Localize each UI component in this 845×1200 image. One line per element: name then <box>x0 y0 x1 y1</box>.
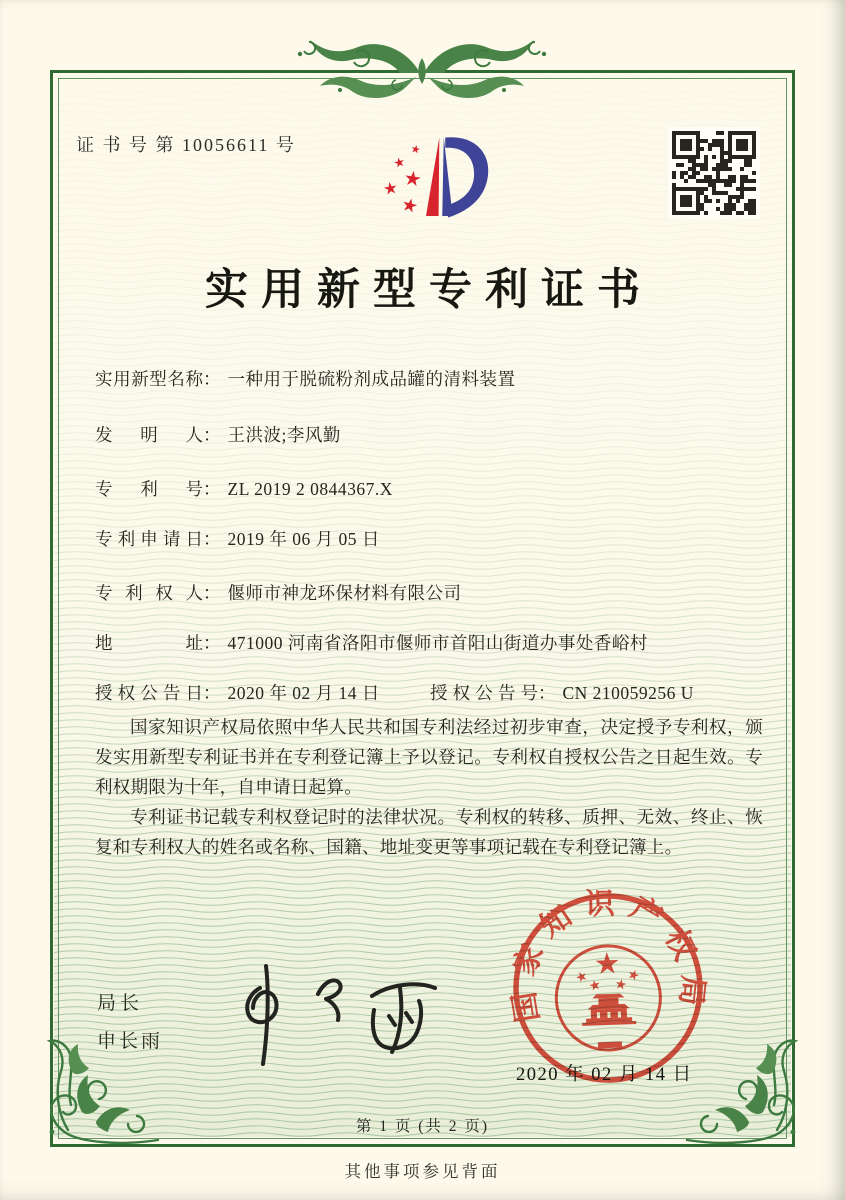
officer-name: 申长雨 <box>97 1031 164 1052</box>
back-side-note: 其他事项参见背面 <box>344 1162 501 1181</box>
seal-date: 2020 年 02 月 14 日 <box>516 1065 693 1085</box>
colon: ： <box>203 529 221 549</box>
seal-text: 国家知识产权局 <box>505 887 710 1025</box>
field-value: 471000 河南省洛阳市偃师市首阳山街道办事处香峪村 <box>227 633 648 653</box>
colon: ： <box>538 683 556 703</box>
qr-code <box>668 127 760 219</box>
field-row-filing-date <box>95 526 765 551</box>
field-row-address <box>95 630 765 655</box>
field-value: 2020 年 02 月 14 日 <box>227 683 380 703</box>
field-label: 授权公告号 <box>430 683 538 703</box>
certificate-number: 证 书 号 第 10056611 号 <box>76 135 296 155</box>
field-row-patentee <box>95 580 765 605</box>
colon: ： <box>203 583 221 603</box>
field-value: 一种用于脱硫粉剂成品罐的清料装置 <box>227 369 516 389</box>
field-row-grant <box>95 680 765 705</box>
field-label: 发明人 <box>95 425 203 445</box>
officer-title: 局长 <box>97 993 144 1014</box>
field-label: 地址 <box>95 633 203 653</box>
field-value: ZL 2019 2 0844367.X <box>227 479 393 499</box>
certificate-title: 实用新型专利证书 <box>205 267 653 314</box>
colon: ： <box>203 683 221 703</box>
field-value: 王洪波;李风勤 <box>227 425 341 445</box>
field-label: 实用新型名称 <box>95 369 203 389</box>
field-row-name <box>95 366 765 391</box>
grant-number-pair <box>430 680 694 705</box>
page-number: 第 1 页 (共 2 页) <box>355 1118 490 1135</box>
colon: ： <box>203 479 221 499</box>
colon: ： <box>203 369 221 389</box>
field-value: CN 210059256 U <box>562 683 694 703</box>
field-label: 专利号 <box>95 479 203 499</box>
legal-paragraph-1: 国家知识产权局依照中华人民共和国专利法经过初步审查，决定授予专利权，颁发实用新型专利证书并在专利登记簿上予以登记。专利权自授权公告之日起生效。专利权期限为十年，自申请日起算。 <box>95 717 763 798</box>
field-value: 偃师市神龙环保材料有限公司 <box>227 583 462 603</box>
legal-text <box>95 712 763 862</box>
field-value: 2019 年 06 月 05 日 <box>227 529 380 549</box>
field-label: 专利权人 <box>95 583 203 603</box>
colon: ： <box>203 633 221 653</box>
field-label: 专利申请日 <box>95 529 203 549</box>
field-label: 授权公告日 <box>95 683 203 703</box>
field-row-patent-number <box>95 476 765 501</box>
cnipa-logo-icon <box>352 120 500 235</box>
field-row-inventors <box>95 422 765 447</box>
signature <box>222 958 447 1070</box>
national-emblem-icon <box>555 944 663 1052</box>
colon: ： <box>203 425 221 445</box>
legal-paragraph-2: 专利证书记载专利权登记时的法律状况。专利权的转移、质押、无效、终止、恢复和专利权人的姓名或名称、国籍、地址变更等事项记载在专利登记簿上。 <box>95 807 763 858</box>
